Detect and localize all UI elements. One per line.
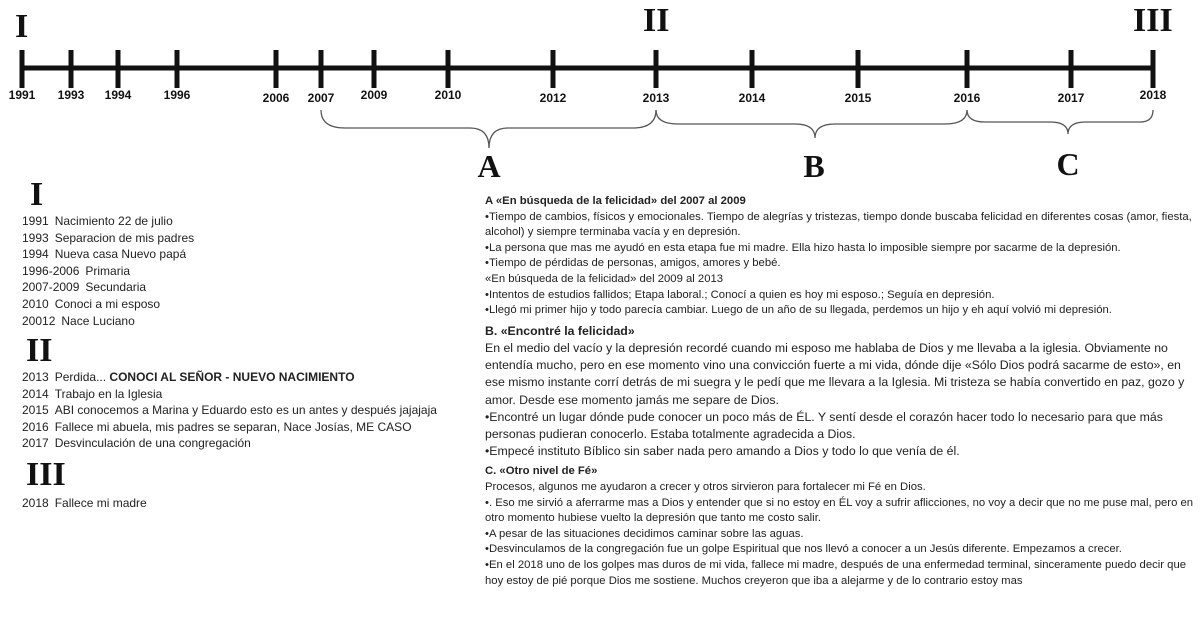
phase-heading-ii: II	[26, 332, 53, 369]
section-a-line: •Llegó mi primer hijo y todo parecía cambiar. Luego de un año de su llegada, perdemos un hijo y eh aquí volvió mi depresión.	[485, 304, 1112, 317]
year-label: 2015	[844, 91, 872, 105]
year-label: 2006	[262, 91, 290, 105]
event-text: Primaria	[85, 263, 131, 278]
event-year: 2018	[22, 496, 49, 510]
event-year: 1991	[22, 214, 49, 228]
event-year: 2015	[22, 403, 49, 418]
year-label: 1994	[104, 88, 132, 102]
event-row	[22, 213, 194, 230]
year-label: 2010	[434, 88, 462, 102]
period-letter-b: B	[803, 148, 825, 184]
section-c-line: •En el 2018 uno de los golpes mas duros de mi vida, fallece mi madre, después de una enfermedad terminal, sinceramente puedo decir que hoy estoy de pié porque Dios me sostiene. Muchos creyeron que iba a alejarme y de lo contrario estoy mas	[485, 558, 1187, 587]
year-label: 1993	[57, 88, 85, 102]
section-c-line: •Desvinculamos de la congregación fue un golpe Espiritual que nos llevó a conocer a un Jesús diferente. Empezamos a crecer.	[485, 543, 1122, 556]
year-label: 2017	[1057, 91, 1085, 105]
phase-heading-i: I	[30, 176, 44, 213]
section-b-title: B. «Encontré la felicidad»	[485, 323, 635, 338]
event-text: Fallece mi madre	[54, 496, 147, 510]
event-year: 2013	[22, 370, 49, 384]
year-label: 2012	[539, 91, 567, 105]
brace-a	[321, 110, 656, 148]
event-row	[22, 230, 194, 247]
phase-marker-ii: II	[643, 2, 670, 39]
section-a-title: A «En búsqueda de la felicidad» del 2007 al 2009	[485, 195, 746, 207]
section-b	[485, 323, 1197, 461]
period-letter-c: C	[1056, 146, 1080, 182]
event-text: Perdida...	[54, 370, 107, 384]
event-year: 2010	[22, 296, 49, 311]
section-a	[485, 194, 1197, 319]
year-label: 2014	[738, 91, 766, 105]
year-label: 1996	[163, 88, 191, 102]
section-c	[485, 464, 1197, 589]
event-year: 2017	[22, 436, 49, 451]
phase-heading-iii: III	[26, 456, 66, 493]
event-text: Trabajo en la Iglesia	[54, 386, 163, 401]
section-c-line: •. Eso me sirvió a aferrarme mas a Dios y entender que si no estoy en ÉL voy a sufrir aflicciones, no voy a decir que no me puse mal, pero en otro momento hubiese vuelto la depresión que tanto me costo salir.	[485, 496, 1194, 525]
section-a-line: «En búsqueda de la felicidad» del 2009 al 2013	[485, 272, 724, 285]
year-label: 2007	[307, 91, 335, 105]
section-c-line: •A pesar de las situaciones decidimos caminar sobre las aguas.	[485, 527, 804, 540]
event-text: Conoci a mi esposo	[54, 296, 161, 311]
section-b-line: •Empecé instituto Bíblico sin saber nada pero amando a Dios y todo lo que venía de él.	[485, 444, 960, 459]
year-label: 1991	[8, 88, 36, 102]
event-year: 2016	[22, 419, 49, 434]
event-year: 1996-2006	[22, 263, 80, 278]
phase-marker-i: I	[15, 8, 29, 45]
section-a-line: •Tiempo de cambios, físicos y emocionales. Tiempo de alegrías y tristezas, tiempo donde buscaba felicidad en diferentes cosas (amor, fiesta, alcohol) y siempre terminaba vacía y en depresión.	[485, 210, 1192, 239]
event-year: 1993	[22, 230, 49, 245]
year-label: 2013	[642, 91, 670, 105]
event-row	[22, 369, 437, 386]
section-a-line: •Tiempo de pérdidas de personas, amigos, amores y bebé.	[485, 257, 781, 270]
section-a-line: •La persona que mas me ayudó en esta etapa fue mi madre. Ella hizo hasta lo imposible siempre por sacarme de la depresión.	[485, 241, 1121, 254]
event-row	[22, 419, 437, 436]
narrative-column	[485, 194, 1197, 593]
period-letter-a: A	[477, 148, 501, 184]
phase-iii-events	[22, 495, 147, 512]
section-c-title: C. «Otro nivel de Fé»	[485, 465, 598, 478]
event-row	[22, 402, 437, 419]
year-label: 2018	[1139, 88, 1167, 102]
event-bold-text: CONOCI AL SEÑOR - NUEVO NACIMIENTO	[109, 370, 355, 384]
brace-c	[967, 110, 1153, 134]
event-row	[22, 246, 194, 263]
event-text: Nueva casa Nuevo papá	[54, 247, 187, 262]
section-b-line: •Encontré un lugar dónde pude conocer un poco más de ÉL. Y sentí desde el corazón hacer todo lo necesario para que más personas pudieran conocerlo. Estaba totalmente agradecida a Dios.	[485, 409, 1163, 441]
year-label: 2009	[360, 88, 388, 102]
section-c-line: Procesos, algunos me ayudaron a crecer y otros sirvieron para fortalecer mi Fé en Dios.	[485, 480, 926, 493]
phase-ii-events	[22, 369, 437, 452]
event-row	[22, 263, 194, 280]
event-text: Secundaria	[85, 280, 147, 295]
event-row	[22, 386, 437, 403]
brace-b	[656, 110, 967, 138]
event-row	[22, 313, 194, 330]
phase-marker-iii: III	[1133, 2, 1173, 39]
event-row	[22, 296, 194, 313]
event-year: 2014	[22, 386, 49, 401]
section-b-line: En el medio del vacío y la depresión recordé cuando mi esposo me hablaba de Dios y me llevaba a la iglesia. Obviamente no entendía mucho, pero en ese momento vino una convicción fuerte a mi vida, dónde dije «Sólo Dios podrá sacarme de esto», en ese mismo instante corrí detrás de mi suegra y le pedí que me llevara a la Iglesia. Mi tristeza se había convertido en paz, gozo y amor. Desde ese momento jamás me separe de Dios.	[485, 340, 1185, 407]
year-label: 2016	[953, 91, 981, 105]
event-row	[22, 279, 194, 296]
event-text: ABI conocemos a Marina y Eduardo esto es un antes y después jajajaja	[54, 403, 437, 418]
event-row	[22, 435, 437, 452]
phase-i-events	[22, 213, 194, 329]
event-text: Separacion de mis padres	[54, 230, 195, 245]
event-year: 1994	[22, 247, 49, 262]
event-year: 20012	[22, 313, 56, 328]
event-row	[22, 495, 147, 512]
event-text: Fallece mi abuela, mis padres se separan, Nace Josías, ME CASO	[54, 419, 412, 434]
event-text: Nace Luciano	[61, 313, 135, 328]
event-year: 2007-2009	[22, 280, 80, 295]
event-text: Desvinculación de una congregación	[54, 436, 251, 451]
section-a-line: •Intentos de estudios fallidos; Etapa laboral.; Conocí a quien es hoy mi esposo.; Seguía en depresión.	[485, 288, 995, 301]
event-text: Nacimiento 22 de julio	[54, 214, 173, 228]
